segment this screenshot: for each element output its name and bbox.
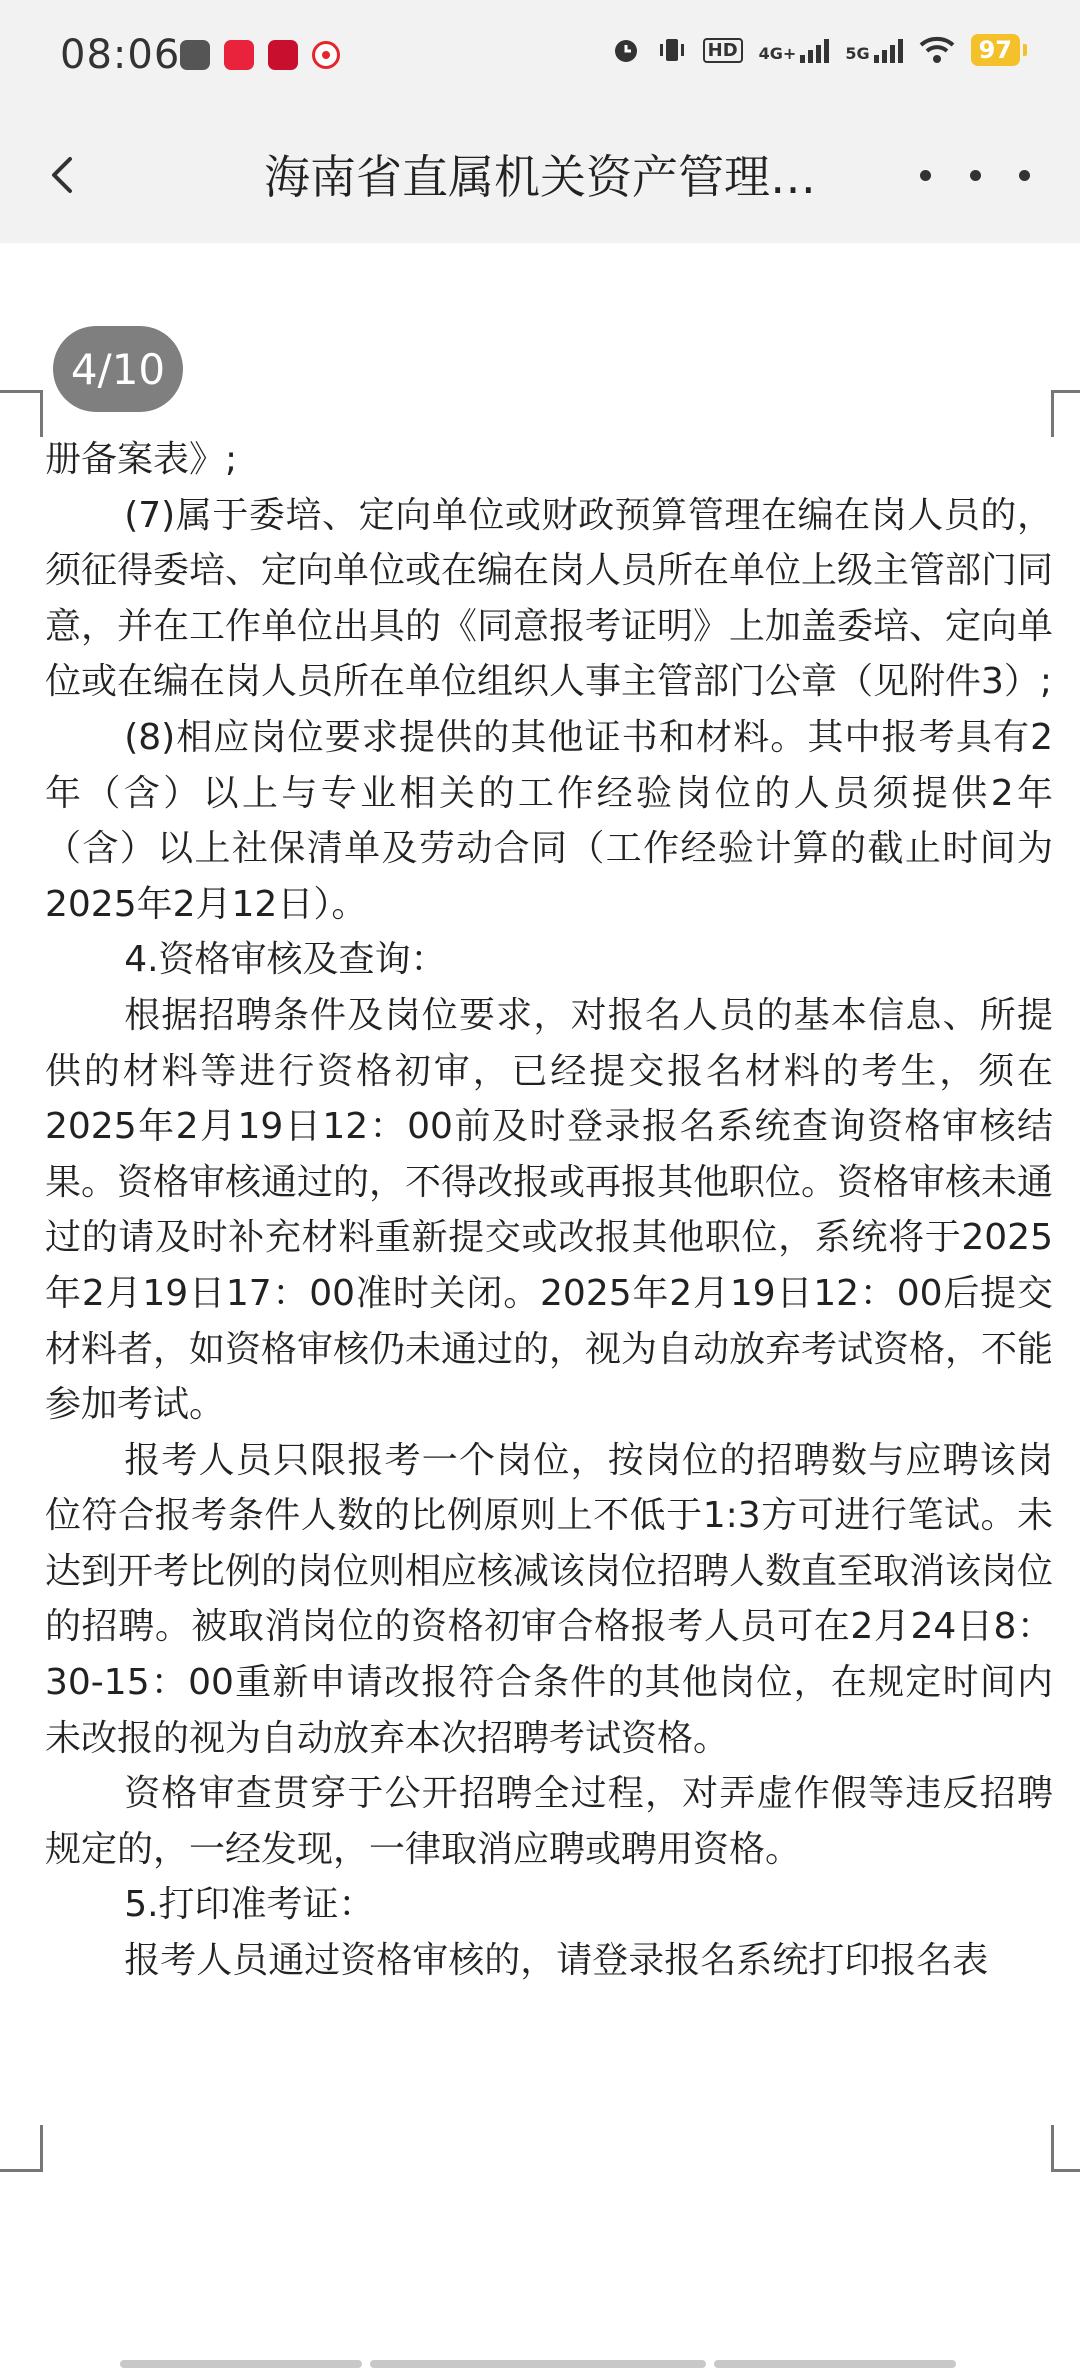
record-icon <box>312 41 340 69</box>
doc-paragraph: 资格审查贯穿于公开招聘全过程，对弄虚作假等违反招聘规定的，一经发现，一律取消应聘或聘用资格。 <box>45 1773 1053 1870</box>
status-time: 08:06 <box>60 32 181 78</box>
chevron-left-icon <box>40 145 84 205</box>
battery-indicator: 97 <box>971 34 1020 66</box>
doc-paragraph: (7)属于委培、定向单位或财政预算管理在编在岗人员的，须征得委培、定向单位或在编在岗人员所在单位上级主管部门同意，并在工作单位出具的《同意报考证明》上加盖委培、定向单位或在编在岗人员所在单位组织人事主管部门公章（见附件3）; <box>45 494 1054 703</box>
more-options-button[interactable] <box>920 153 1030 197</box>
alarm-icon <box>611 35 641 65</box>
doc-paragraph: 册备案表》; <box>45 439 238 480</box>
more-dot-icon <box>920 170 931 181</box>
status-bar <box>0 0 1080 115</box>
document-content[interactable] <box>45 432 1053 1989</box>
doc-paragraph: (8)相应岗位要求提供的其他证书和材料。其中报考具有2年（含）以上与专业相关的工作经验岗位的人员须提供2年（含）以上社保清单及劳动合同（工作经验计算的截止时间为2025年2月12日）。 <box>45 716 1053 925</box>
doc-section-heading: 4.资格审核及查询： <box>124 939 447 981</box>
wifi-icon <box>919 36 955 64</box>
page-corner-mark <box>1051 390 1080 437</box>
signal-4g: 4G+ <box>759 37 830 63</box>
inbox-icon <box>180 40 210 70</box>
more-dot-icon <box>1019 170 1030 181</box>
doc-paragraph: 报考人员通过资格审核的，请登录报名系统打印报名表 <box>124 1940 989 1982</box>
signal-bars-icon <box>874 37 903 63</box>
system-icons <box>611 34 1020 66</box>
page-corner-mark <box>0 2125 43 2172</box>
notification-icons <box>180 40 340 70</box>
signal-5g: 5G <box>845 37 902 63</box>
hd-badge: HD <box>703 38 743 63</box>
page-indicator: 4/10 <box>53 326 183 412</box>
page-corner-mark <box>0 390 43 437</box>
signal-bars-icon <box>800 37 829 63</box>
page-title: 海南省直属机关资产管理… <box>264 150 816 204</box>
back-button[interactable] <box>40 145 84 205</box>
nav-bar <box>0 115 1080 243</box>
doc-paragraph: 根据招聘条件及岗位要求，对报名人员的基本信息、所提供的材料等进行资格初审，已经提交报名材料的考生，须在2025年2月19日12：00前及时登录报名系统查询资格审核结果。资格审核通过的，不得改报或再报其他职位。资格审核未通过的请及时补充材料重新提交或改报其他职位，系统将于2025年2月19日17：00准时关闭。2025年2月19日12：00后提交材料者，如资格审核仍未通过的，视为自动放弃考试资格，不能参加考试。 <box>45 994 1054 1426</box>
more-dot-icon <box>970 170 981 181</box>
doc-section-heading: 5.打印准考证： <box>124 1884 375 1926</box>
news-app-icon <box>268 40 298 70</box>
xiaohongshu-icon <box>224 40 254 70</box>
doc-paragraph: 报考人员只限报考一个岗位，按岗位的招聘数与应聘该岗位符合报考条件人数的比例原则上不低于1:3方可进行笔试。未达到开考比例的岗位则相应核减该岗位招聘人数直至取消该岗位的招聘。被取消岗位的资格初审合格报考人员可在2月24日8：30-15：00重新申请改报符合条件的其他岗位，在规定时间内未改报的视为自动放弃本次招聘考试资格。 <box>45 1439 1054 1759</box>
page-corner-mark <box>1051 2125 1080 2172</box>
gesture-bar[interactable] <box>120 2360 956 2368</box>
vibrate-icon <box>657 35 687 65</box>
